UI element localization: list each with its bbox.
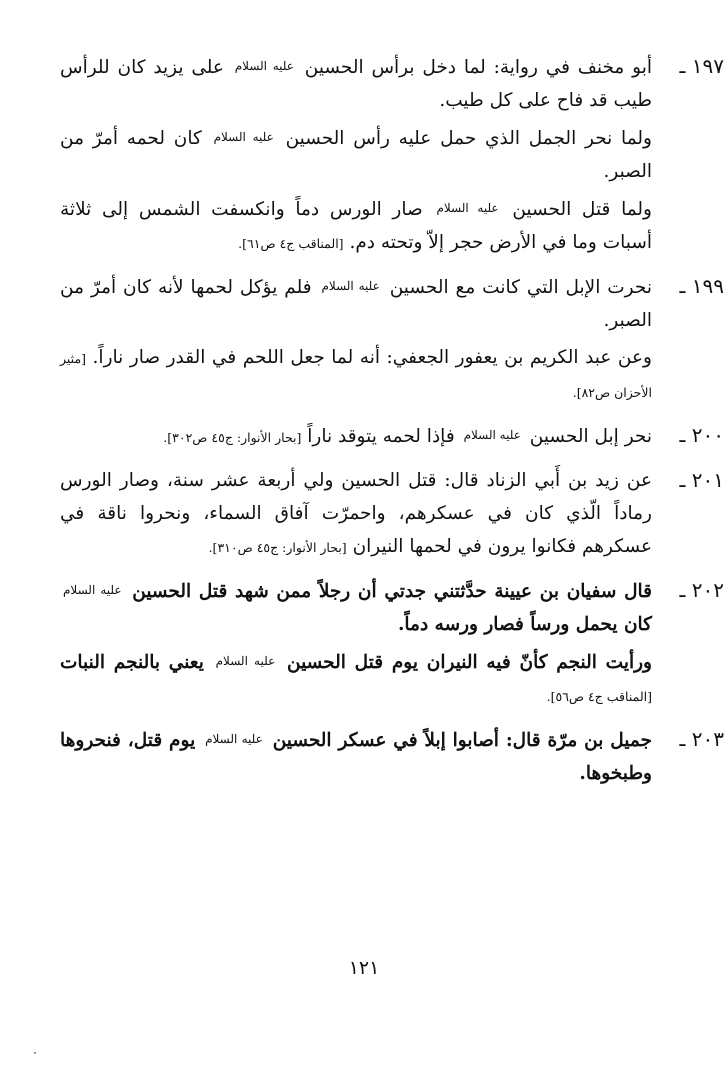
honorific-glyph-icon: عليه السلام <box>215 654 276 668</box>
paragraph-text: أبو مخنف في رواية: لما دخل برأس الحسين <box>304 57 652 78</box>
citation: [بحار الأنوار: ج٤٥ ص٣١٠]. <box>208 540 347 555</box>
paragraph-text: قال سفيان بن عيينة حدَّثتني جدتي أن رجلاً ممن شهد قتل الحسين <box>132 581 652 602</box>
entry-paragraph <box>60 464 652 564</box>
paragraph-text: نحرت الإبل التي كانت مع الحسين <box>389 277 652 298</box>
entry-paragraph <box>60 50 652 117</box>
paragraph-text: ولما قتل الحسين <box>512 199 652 220</box>
entry-number: ١٩٧ ـ <box>679 54 724 78</box>
entry-paragraph <box>60 121 652 188</box>
paragraph-text: يوم قتل، فنحروها وطبخوها. <box>60 730 652 784</box>
paragraph-text: صار الورس دماً وانكسفت الشمس إلى ثلاثة أسبات وما في الأرض حجر إلاّ وتحته دم. <box>60 199 652 253</box>
entry-199 <box>60 270 724 409</box>
paragraph-text: وعن عبد الكريم بن يعفور الجعفي: أنه لما جعل اللحم في القدر صار ناراً. <box>92 347 652 368</box>
entry-paragraph <box>60 723 652 790</box>
honorific-glyph-icon: عليه السلام <box>463 428 521 442</box>
entry-197 <box>60 50 724 260</box>
entry-paragraph <box>60 574 652 641</box>
honorific-glyph-icon: عليه السلام <box>213 130 274 144</box>
scan-speck <box>34 1052 36 1054</box>
entry-paragraph <box>60 270 652 337</box>
entry-number: ٢٠٠ ـ <box>679 423 724 447</box>
paragraph-text: كان لحمه أمرّ من الصبر. <box>60 128 652 182</box>
paragraph-text: فإذا لحمه يتوقد ناراً <box>307 426 455 447</box>
entry-200 <box>60 419 724 454</box>
paragraph-text: يعني بالنجم النبات <box>60 652 204 673</box>
citation: [مثير الأحزان ص٨٢]. <box>60 351 652 400</box>
entry-number: ١٩٩ ـ <box>679 274 724 298</box>
paragraph-text: نحر إبل الحسين <box>529 426 652 447</box>
paragraph-text: فلم يؤكل لحمها لأنه كان أمرّ من الصبر. <box>60 277 652 331</box>
paragraph-text: ورأيت النجم كأنّ فيه النيران يوم قتل الحسين <box>287 652 652 673</box>
entry-203 <box>60 723 724 790</box>
entry-number: ٢٠٢ ـ <box>679 578 724 602</box>
page-number: ١٢١ <box>348 957 380 979</box>
honorific-glyph-icon: عليه السلام <box>321 279 380 293</box>
citation: [المناقب ج٤ ص٥٦]. <box>546 689 652 704</box>
entry-number: ٢٠٣ ـ <box>679 727 724 751</box>
entry-paragraph <box>60 645 652 713</box>
paragraph-text: عن زيد بن أَبي الزناد قال: قتل الحسين ولي أربعة عشر سنة، وصار الورس رماداً الّذي كان في عسكرهم، واحمرّت آفاق السماء، ونحروا ناقة في عسكرهم فكانوا يرون في لحمها النيران <box>60 470 652 557</box>
page-body <box>60 50 724 794</box>
paragraph-text: كان يحمل ورساً فصار ورسه دماً. <box>397 614 652 635</box>
citation: [المناقب ج٤ ص٦١]. <box>238 236 344 251</box>
paragraph-text: جميل بن مرّة قال: أصابوا إبلاً في عسكر الحسين <box>272 730 652 751</box>
citation: [بحار الأنوار: ج٤٥ ص٣٠٢]. <box>163 430 302 445</box>
honorific-glyph-icon: عليه السلام <box>234 59 294 73</box>
entry-number: ٢٠١ ـ <box>679 468 724 492</box>
honorific-glyph-icon: عليه السلام <box>436 201 499 215</box>
honorific-glyph-icon: عليه السلام <box>63 583 122 597</box>
entry-paragraph <box>60 419 652 454</box>
honorific-glyph-icon: عليه السلام <box>205 732 263 746</box>
entry-paragraph <box>60 341 652 409</box>
entry-201 <box>60 464 724 564</box>
paragraph-text: ولما نحر الجمل الذي حمل عليه رأس الحسين <box>285 128 652 149</box>
entry-202 <box>60 574 724 713</box>
paragraph-text: على يزيد كان للرأس طيب قد فاح على كل طيب. <box>60 57 652 111</box>
entry-paragraph <box>60 192 652 260</box>
